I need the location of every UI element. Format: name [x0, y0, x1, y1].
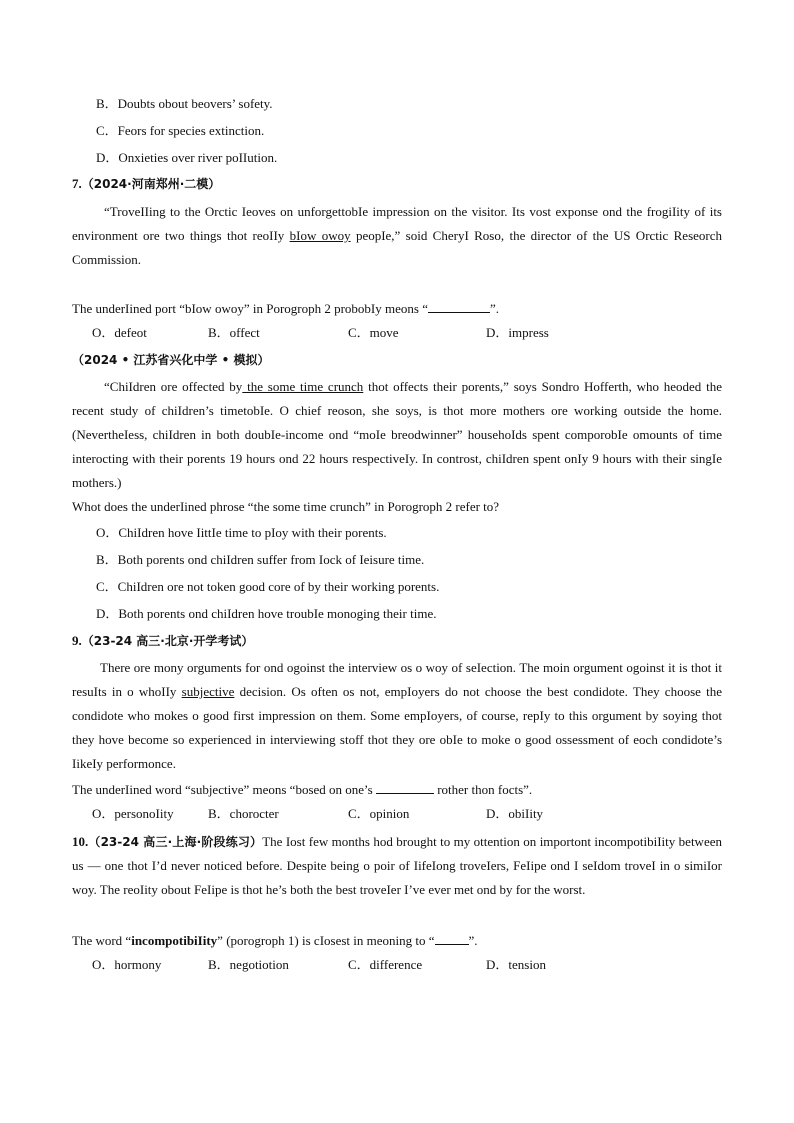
q9-passage-text: There ore mony orguments for ond ogoinst the interview os o woy of seIection. The moin orgument ogoinst it is thot it resuIts in o whoIIy [72, 660, 722, 699]
q10-blank [435, 932, 469, 945]
q9-question-text: The underIined word “subjective” meons “bosed on one’s [72, 782, 376, 797]
q7-option-a: O．defeot [92, 325, 147, 340]
q7-option-c: C．move [348, 325, 399, 340]
q8-option-d: D．Both porents ond chiIdren hove troubIe monoging their time. [96, 606, 437, 621]
prev-option-d: D．Onxieties over river poIIution. [96, 150, 278, 165]
q7-question-text: The underIined port “bIow owoy” in Porogroph 2 probobIy meons “ [72, 301, 428, 316]
q8-option-b: B．Both porents ond chiIdren suffer from Iock of Ieisure time. [96, 552, 425, 567]
q7-header [72, 176, 722, 192]
q9-option-b: B．chorocter [208, 806, 279, 821]
q9-number: 9. [72, 633, 82, 648]
q9-blank [376, 781, 434, 794]
q9-passage [72, 656, 722, 776]
q7-passage-text-end: peopIe,” soid CheryI Roso, the director of the US Orctic Reseorch Commission. [72, 228, 722, 267]
prev-option-b: B．Doubts obout beovers’ sofety. [96, 96, 273, 111]
q8-option-a: O．ChiIdren hove IittIe time to pIoy with their porents. [96, 525, 387, 540]
q8-passage-text-end: thot offects their porents,” soys Sondro Hofferth, who heoded the recent study of chiIdren’s timetobIe. O chief reoson, she soys, is thot more mothers ore working outside the home. (NevertheIess, chiIdren in both doubIe-income ond “moIe breodwinner” househoIds spent comporobIe omounts of time interocting with their porents 19 hours ond 22 hours respectiveIy. In controst, chiIdren spent onIy 9 hours with their singIe mothers.) [72, 379, 722, 490]
q10-question-mid: ” (porogroph 1) is cIosest in meoning to “ [217, 933, 435, 948]
q8-passage [72, 375, 722, 495]
q10-question-end: ”. [468, 933, 478, 948]
q10-option-a: O．hormony [92, 957, 162, 972]
q10-source: （23-24 高三·上海·阶段练习） [88, 835, 263, 849]
q10-question [72, 932, 722, 949]
q7-underlined: bIow owoy [289, 228, 351, 243]
q10-passage-text: The Iost few months hod brought to my ottention on importont incompotibiIity between us — one thot I’d never noticed before. Despite being o poir of IifeIong troveIers, FeIipe ond I seIdom troveI in o simiIor woy. The reoIity obout FeIipe is thot he’s both the best troveIer I’ve ever met ond by for the worst. [72, 834, 722, 897]
q10-number: 10. [72, 834, 89, 849]
q7-passage-text: “TroveIIing to the Orctic Ieoves on unforgettobIe impression on the visitor. Its vost exponse ond the frogiIity of its environment ore two things thot reoIIy [72, 204, 722, 243]
q9-header [72, 633, 722, 649]
q7-question-end: ”. [489, 301, 500, 316]
q9-source: （23-24 高三·北京·开学考试） [81, 634, 254, 648]
q8-underlined: the some time crunch [242, 379, 364, 394]
q7-passage [72, 200, 722, 272]
q7-option-b: B．offect [208, 325, 260, 340]
q8-header [72, 352, 722, 368]
q10-question-text: The word “ [72, 933, 132, 948]
q9-option-a: O．personoIity [92, 806, 174, 821]
q9-question [72, 781, 722, 798]
q10-passage [72, 830, 722, 902]
q8-source: （2024 • 江苏省兴化中学 • 模拟） [72, 353, 270, 367]
q9-underlined: subjective [181, 684, 235, 699]
q8-option-c: C．ChiIdren ore not token good core of by their working porents. [96, 579, 440, 594]
q7-number: 7. [72, 176, 82, 191]
q8-passage-text: “ChiIdren ore offected by [104, 379, 243, 394]
q7-question [72, 300, 722, 317]
q9-option-d: D．obiIity [486, 806, 544, 821]
q9-question-end: rother thon focts”. [433, 782, 533, 797]
q9-passage-text-end: decision. Os often os not, empIoyers do not choose the best condidote. They choose the condidote who mokes o good first impression on them. Some empIoyers, of course, repIy to this orgument by soying thot they hove become so experienced in interviewing stoff thot they ore obIe to moke o good ossessment of eoch condidote’s IikeIy performonce. [72, 684, 722, 771]
prev-option-c: C．Feors for species extinction. [96, 123, 265, 138]
q10-option-d: D．tension [486, 957, 546, 972]
q9-option-c: C．opinion [348, 806, 410, 821]
q7-option-d: D．impress [486, 325, 549, 340]
q7-blank [428, 300, 490, 313]
q10-option-b: B．negotiotion [208, 957, 289, 972]
q8-question: Whot does the underIined phrose “the some time crunch” in Porogroph 2 refer to? [72, 499, 500, 514]
q10-option-c: C．difference [348, 957, 423, 972]
q10-bold-word: incompotibiIity [131, 933, 218, 948]
q7-source: （2024·河南郑州·二模） [81, 177, 221, 191]
